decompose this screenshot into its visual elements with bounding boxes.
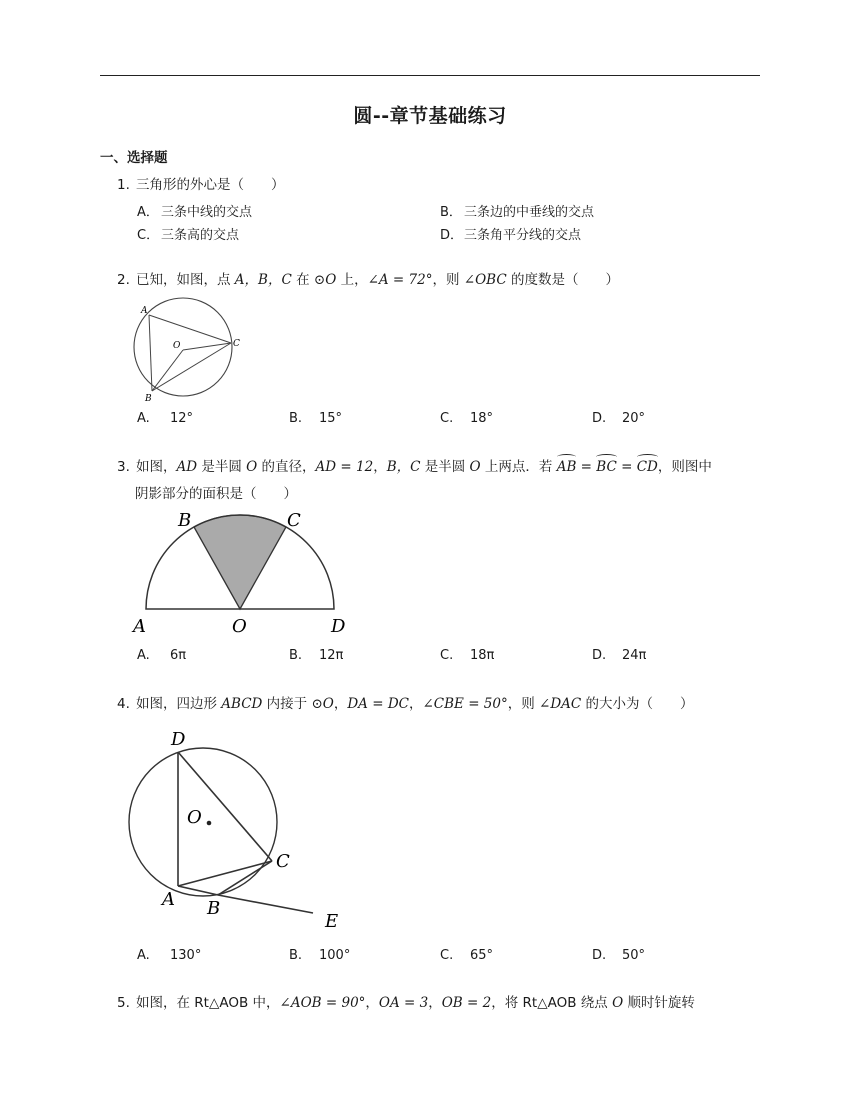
label-b: B [178, 510, 192, 531]
label-d: D [331, 616, 346, 637]
option-d: D. 20° [592, 411, 646, 426]
section-heading: 一、选择题 [100, 150, 168, 166]
figure-q4 [125, 725, 345, 935]
segment-bc [152, 343, 231, 391]
option-d: D. 50° [592, 948, 646, 963]
segment-ob [152, 350, 183, 391]
label-d: D [171, 729, 186, 750]
question-4: 4. 如图，四边形 ABCD 内接于 ⊙O，DA = DC，∠CBE = 50°，则 ∠DAC 的大小为（ ） [117, 696, 694, 712]
arc-ab: AB [556, 459, 577, 475]
label-e: E [325, 911, 339, 932]
segment-ac [149, 315, 231, 343]
figure-q2 [127, 297, 247, 407]
label-c: C [287, 510, 301, 531]
question-number: 1. [117, 177, 130, 193]
label-o: O [173, 341, 181, 351]
segment-oc [183, 343, 231, 350]
segment-ab [149, 315, 152, 391]
option-c: C. 65° [440, 948, 494, 963]
question-1 [117, 175, 285, 195]
label-c: C [233, 339, 240, 349]
option-a: A. 12° [137, 411, 194, 426]
option-b: B. 12π [289, 648, 344, 663]
label-b: B [145, 394, 152, 404]
option-a: A. 6π [137, 648, 187, 663]
option-a: A. 130° [137, 948, 202, 963]
option-b: B. 100° [289, 948, 351, 963]
question-2: 2. 已知，如图，点 A，B，C 在 ⊙O 上，∠A = 72°，则 ∠OBC 的度数是（ ） [117, 272, 619, 288]
arc-bc: BC [596, 459, 617, 475]
arc-cd: CD [636, 459, 658, 475]
shaded-sector [194, 515, 286, 609]
header-rule [100, 75, 760, 76]
center-point [207, 821, 212, 826]
label-o: O [187, 807, 202, 828]
segment-ac [178, 861, 272, 886]
option-a: A． 三条中线的交点 [137, 205, 253, 220]
label-a: A [162, 889, 175, 910]
option-c: C. 18° [440, 411, 494, 426]
label-o: O [232, 616, 247, 637]
label-a: A [133, 616, 146, 637]
question-text: 三角形的外心是（ ） [136, 177, 285, 193]
option-c: C. 18π [440, 648, 495, 663]
question-3-line-2: 阴影部分的面积是（ ） [135, 486, 297, 502]
question-3: 3. 如图，AD 是半圆 O 的直径，AD = 12，B，C 是半圆 O 上两点．若 AB = BC = CD，则图中 [117, 459, 712, 475]
question-5: 5. 如图，在 Rt△AOB 中，∠AOB = 90°，OA = 3，OB = 2，将 Rt△AOB 绕点 O 顺时针旋转 [117, 995, 695, 1011]
circle-shape [134, 298, 232, 396]
label-a: A [141, 306, 148, 316]
segment-bc [218, 861, 272, 895]
option-b: B． 三条边的中垂线的交点 [440, 205, 595, 220]
circle-shape [129, 748, 277, 896]
figure-q3 [130, 508, 360, 638]
option-c: C． 三条高的交点 [137, 228, 240, 243]
option-d: D．三条角平分线的交点 [440, 228, 582, 243]
option-d: D. 24π [592, 648, 647, 663]
segment-be [218, 895, 313, 913]
label-b: B [207, 898, 221, 919]
page-title: 圆--章节基础练习 [353, 105, 507, 127]
option-b: B. 15° [289, 411, 343, 426]
label-c: C [276, 851, 290, 872]
